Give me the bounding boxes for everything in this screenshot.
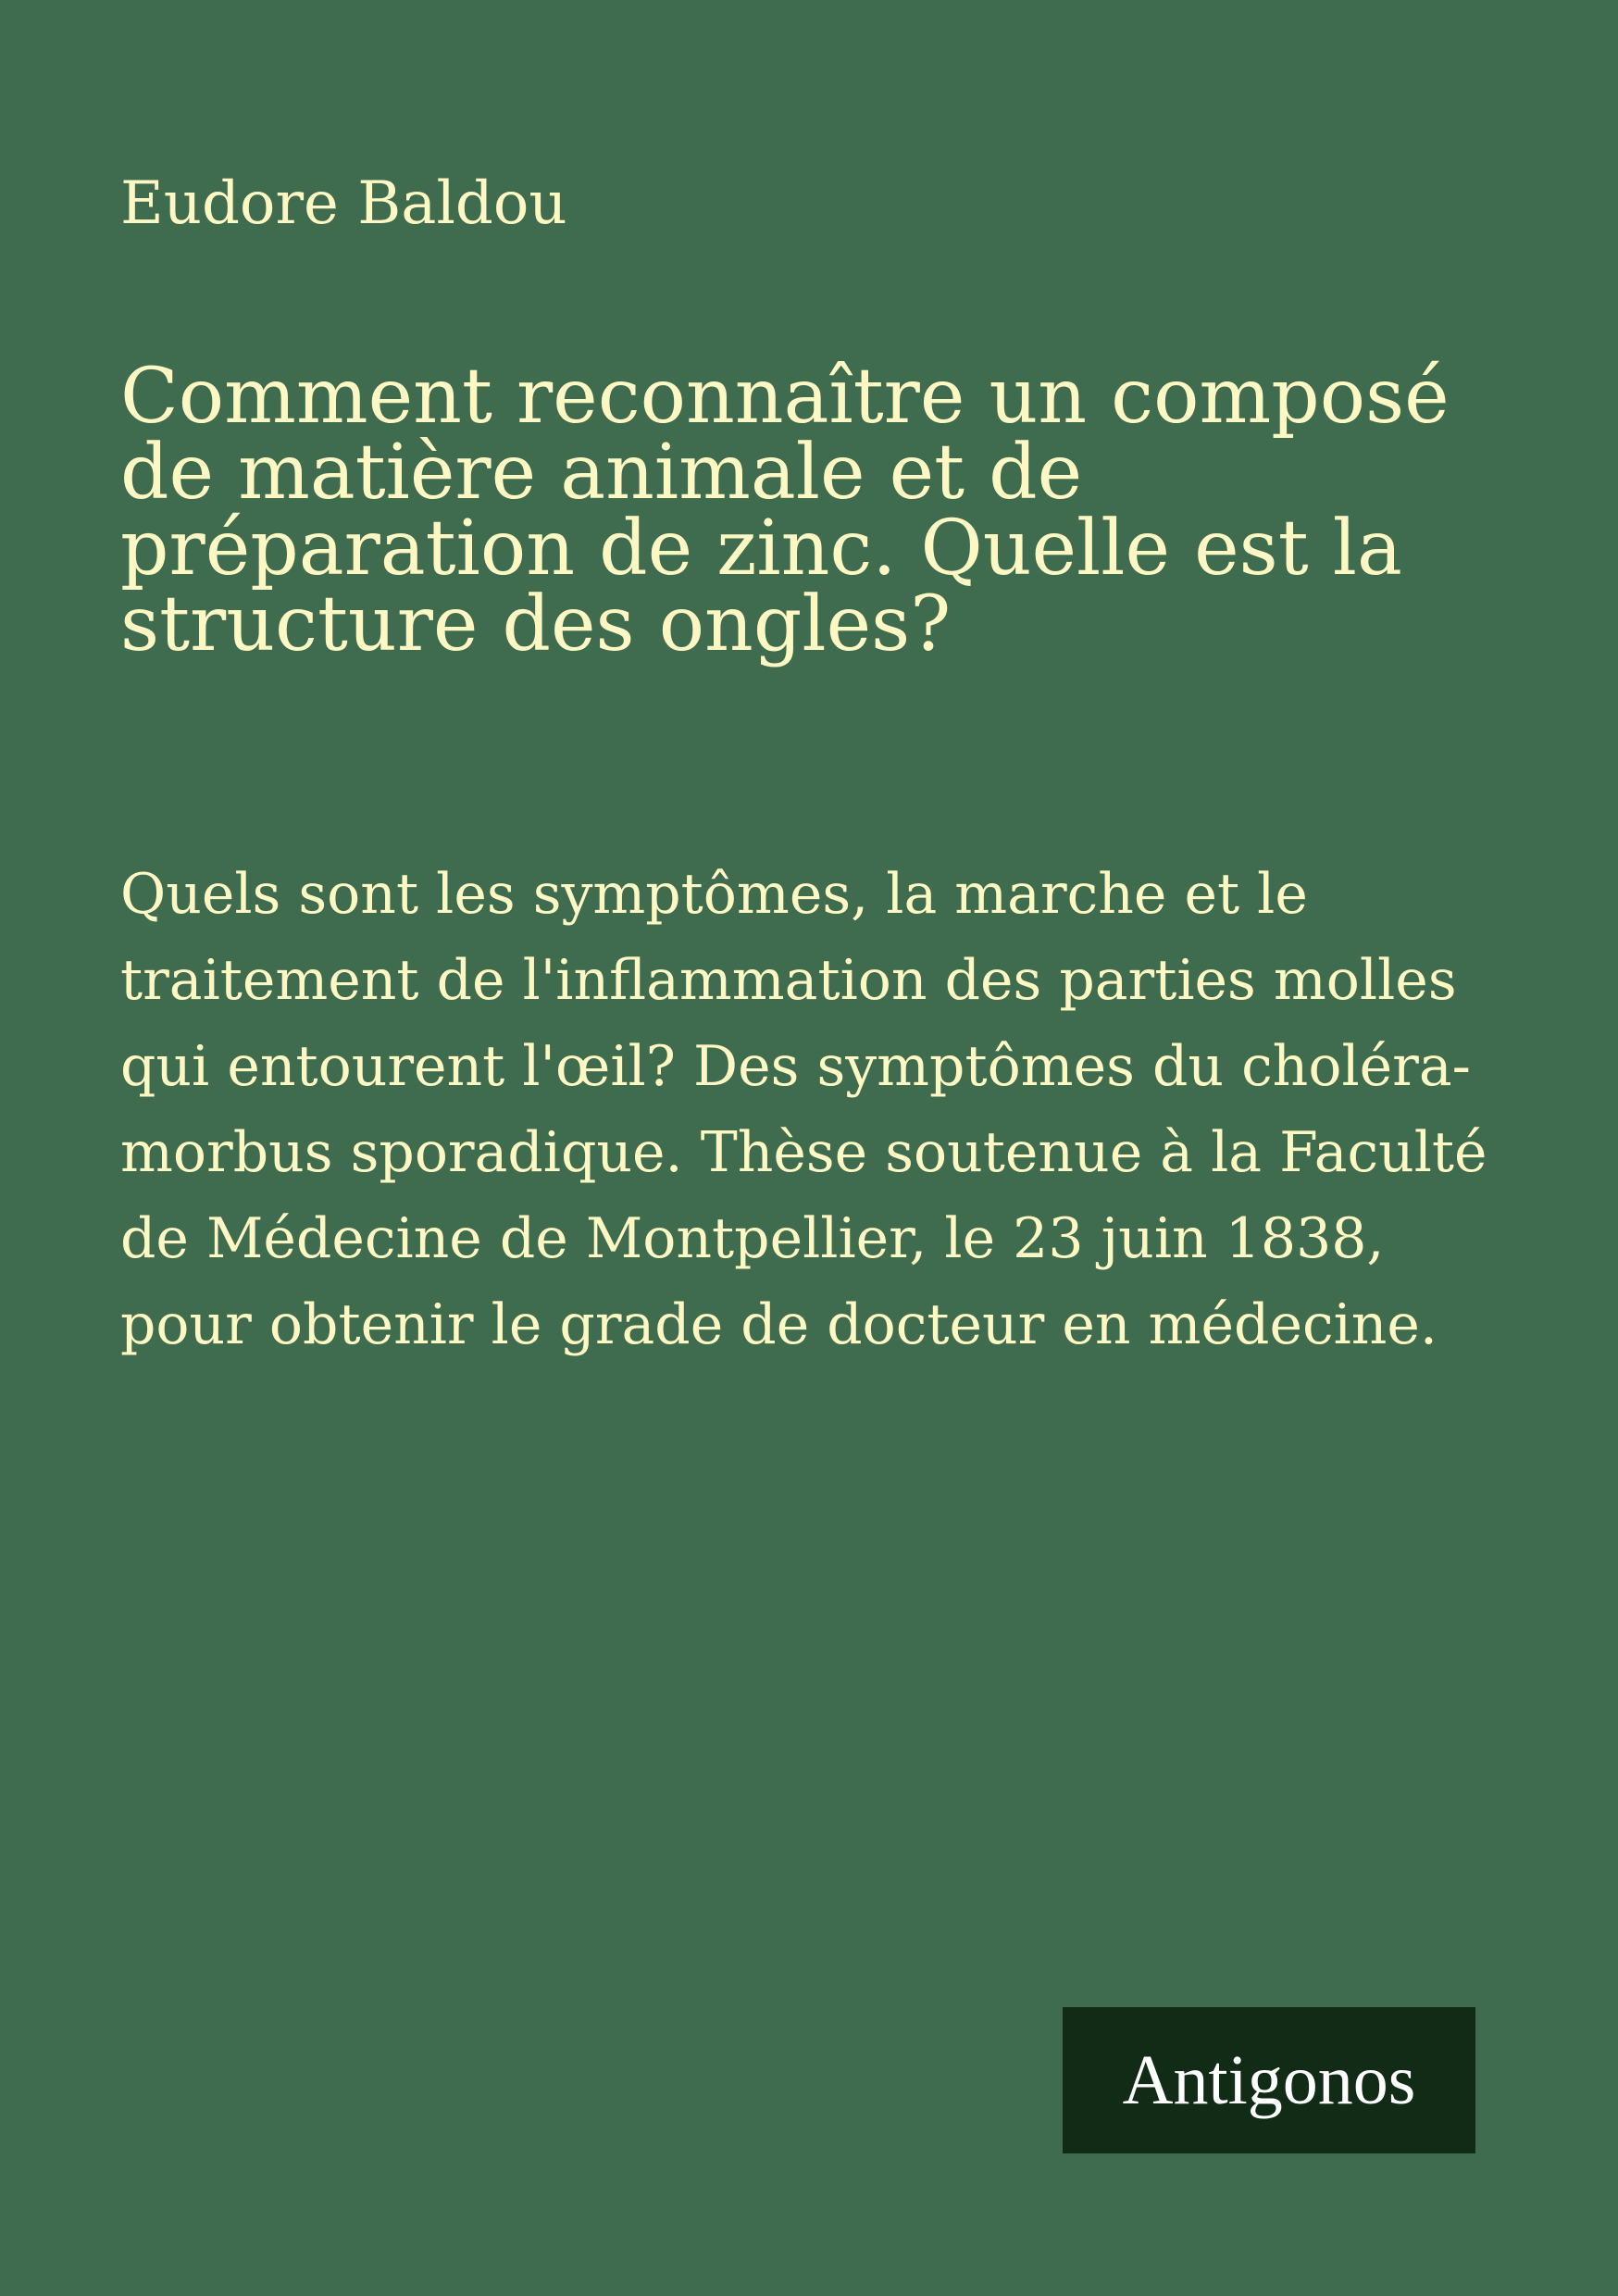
publisher-badge: [1063, 2007, 1475, 2153]
publisher-name: Antigonos: [1122, 2041, 1416, 2119]
author-name: Eudore Baldou: [120, 169, 567, 238]
book-subtitle: Quels sont les symptômes, la marche et le traitement de l'inflammation des parties molles qui entourent l'œil? Des symptômes du choléra-morbus sporadique. Thèse soutenue à la Faculté de Médecine de Montpellier, le 23 juin 1838, pour obtenir le grade de docteur en médecine.: [120, 862, 1487, 1357]
book-title: Comment reconnaître un composé de matière animale et de préparation de zinc. Quelle est la structure des ongles?: [120, 353, 1450, 668]
